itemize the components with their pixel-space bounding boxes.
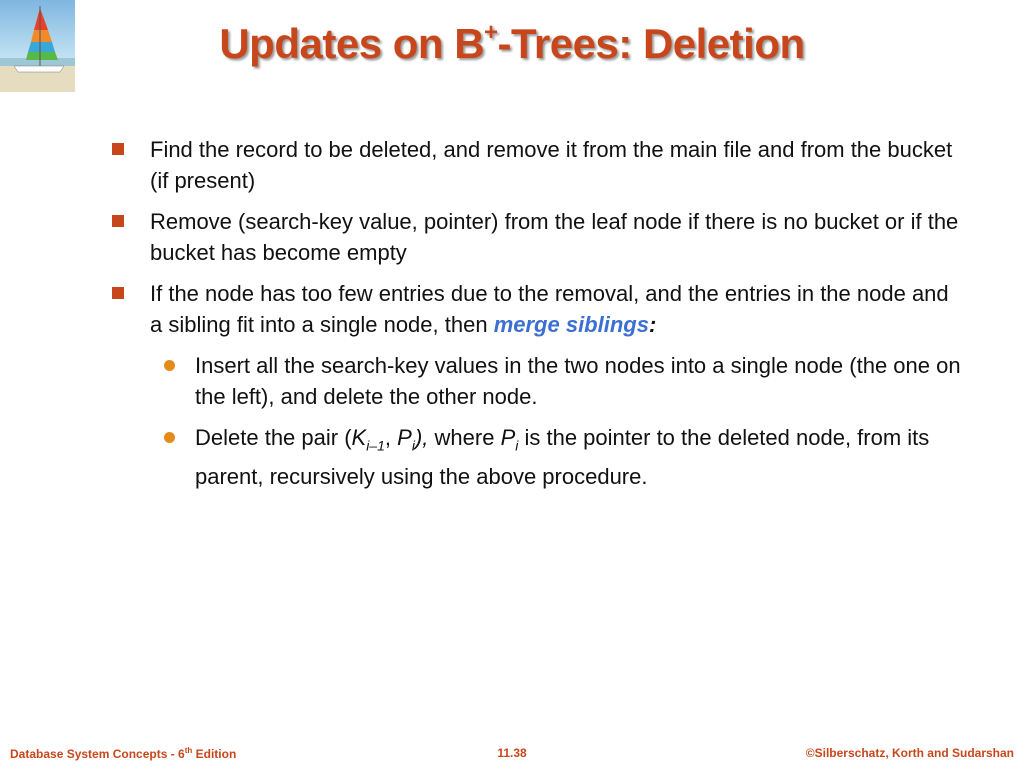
footer-page-number: 11.38 [497,746,527,760]
merge-siblings-emphasis: merge siblings [493,312,649,337]
slide-footer [10,746,1014,762]
circle-bullet-icon [164,432,175,443]
square-bullet-icon [112,215,124,227]
bullet-find-record: Find the record to be deleted, and remove it from the main file and from the bucket (if present) [112,134,962,196]
slide-content [112,134,962,502]
sub-bullet-delete-pair: Delete the pair ($K_{i-1}$, $P_i$), where $P_i$ is the pointer to the deleted node, from its parent, recursively using the above procedure. [157,422,962,492]
square-bullet-icon [112,287,124,299]
bullet-merge-siblings: If the node has too few entries due to the removal, and the entries in the node and a sibling fit into a single node, then merge siblings: [112,278,962,340]
circle-bullet-icon [164,360,175,371]
bullet-remove-entry: Remove (search-key value, pointer) from the leaf node if there is no bucket or if the bucket has become empty [112,206,962,268]
footer-copyright: ©Silberschatz, Korth and Sudarshan [805,746,1014,760]
slide-title: Updates on B+-Trees: Deletion [219,19,805,67]
footer-book-title: Database System Concepts - 6th Edition [10,746,237,761]
sub-bullet-insert: Insert all the search-key values in the two nodes into a single node (the one on the left), and delete the other node. [157,350,962,412]
square-bullet-icon [112,143,124,155]
